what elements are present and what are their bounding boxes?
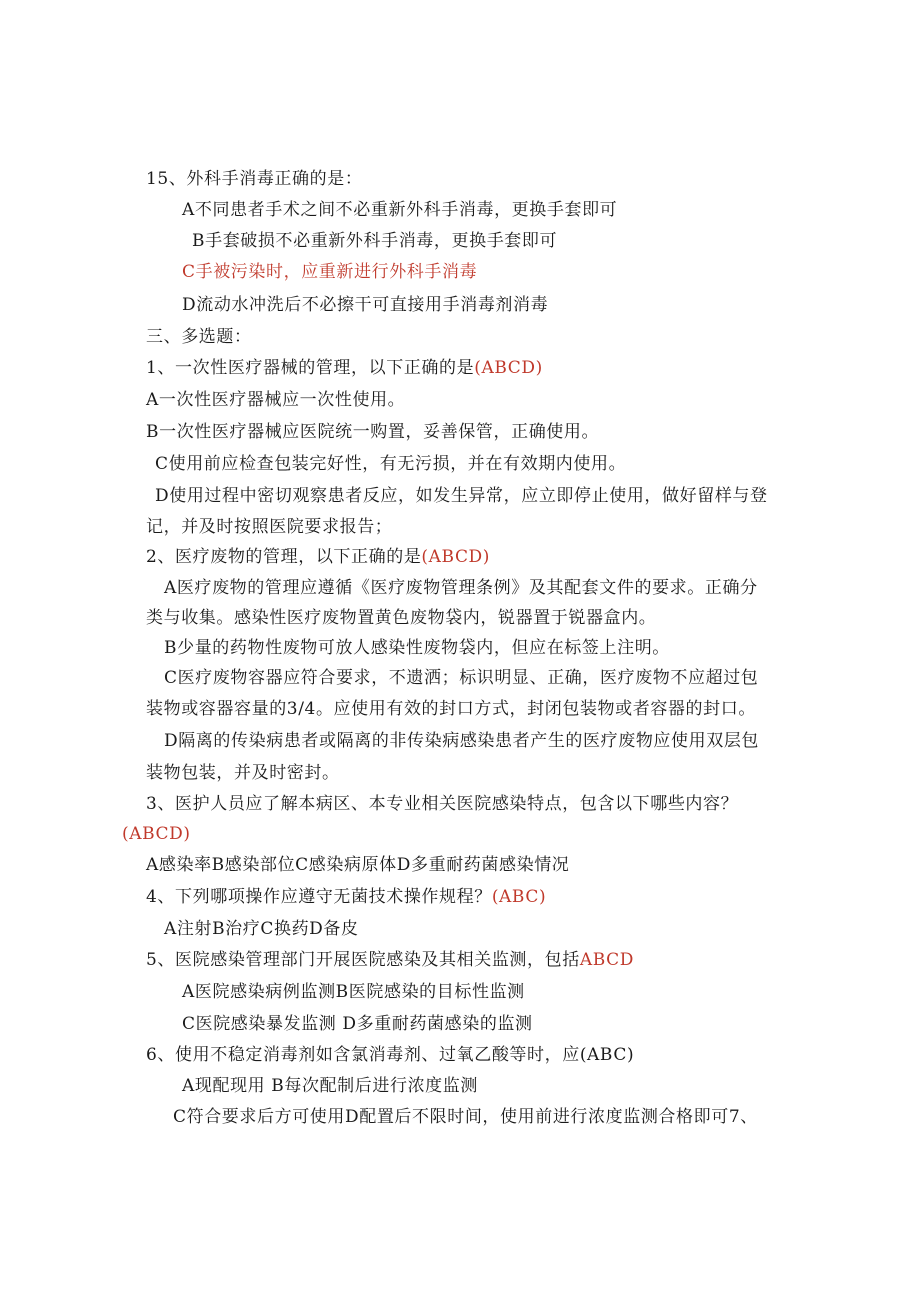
option-c-answer: C手被污染时，应重新进行外科手消毒 [182,262,478,282]
option-d: D流动水冲洗后不必擦干可直接用手消毒剂消毒 [182,295,549,315]
options-line: A感染率B感染部位C感染病原体D多重耐药菌感染情况 [146,855,570,875]
option-a: A一次性医疗器械应一次性使用。 [146,390,406,410]
question-5: 5、医院感染管理部门开展医院感染及其相关监测，包括ABCD [146,950,634,970]
option-c-cont: 装物或容器容量的3/4。应使用有效的封口方式，封闭包装物或者容器的封口。 [146,699,756,719]
option-a: A不同患者手术之间不必重新外科手消毒，更换手套即可 [182,200,618,220]
answer-key: (ABCD) [474,358,543,378]
option-d: D隔离的传染病患者或隔离的非传染病感染患者产生的医疗废物应使用双层包 [164,731,760,751]
option-a-cont: 类与收集。感染性医疗废物置黄色废物袋内，锐器置于锐器盒内。 [146,608,657,628]
options-line: C医院感染暴发监测 D多重耐药菌感染的监测 [182,1014,533,1034]
option-d-cont: 记，并及时按照医院要求报告； [146,517,393,537]
options-line: A医院感染病例监测B医院感染的目标性监测 [182,982,525,1002]
question-2: 2、医疗废物的管理，以下正确的是(ABCD) [146,547,491,567]
answer-key: ABCD [579,950,634,970]
question-1: 1、一次性医疗器械的管理，以下正确的是(ABCD) [146,358,543,378]
options-line: A注射B治疗C换药D备皮 [164,919,359,939]
answer-key: (ABCD) [421,547,491,567]
option-d-cont: 装物包装，并及时密封。 [146,763,340,783]
option-c: C使用前应检查包装完好性，有无污损，并在有效期内使用。 [155,454,627,474]
answer-key: (ABCD) [122,824,191,844]
option-b: B少量的药物性废物可放人感染性废物袋内，但应在标签上注明。 [164,638,670,658]
question-6: 6、使用不稳定消毒剂如含氯消毒剂、过氧乙酸等时，应(ABC) [146,1045,635,1065]
option-c: C医疗废物容器应符合要求，不遗洒；标识明显、正确，医疗废物不应超过包 [164,668,759,688]
option-b: B手套破损不必重新外科手消毒，更换手套即可 [192,231,558,251]
option-a: A医疗废物的管理应遵循《医疗废物管理条例》及其配套文件的要求。正确分 [164,578,758,598]
option-d: D使用过程中密切观察患者反应，如发生异常，应立即停止使用，做好留样与登 [155,486,768,506]
options-line: C符合要求后方可使用D配置后不限时间，使用前进行浓度监测合格即可7、 [173,1107,758,1127]
question-4: 4、下列哪项操作应遵守无菌技术操作规程？(ABC) [146,887,547,907]
question-15: 15、外科手消毒正确的是： [146,169,363,189]
option-b: B一次性医疗器械应医院统一购置，妥善保管，正确使用。 [146,422,600,442]
section-heading: 三、多选题： [146,327,252,347]
question-3: 3、医护人员应了解本病区、本专业相关医院感染特点，包含以下哪些内容？ [146,794,739,814]
question-3-answer [122,823,191,845]
options-line: A现配现用 B每次配制后进行浓度监测 [182,1076,478,1096]
answer-key: (ABC) [491,887,547,907]
